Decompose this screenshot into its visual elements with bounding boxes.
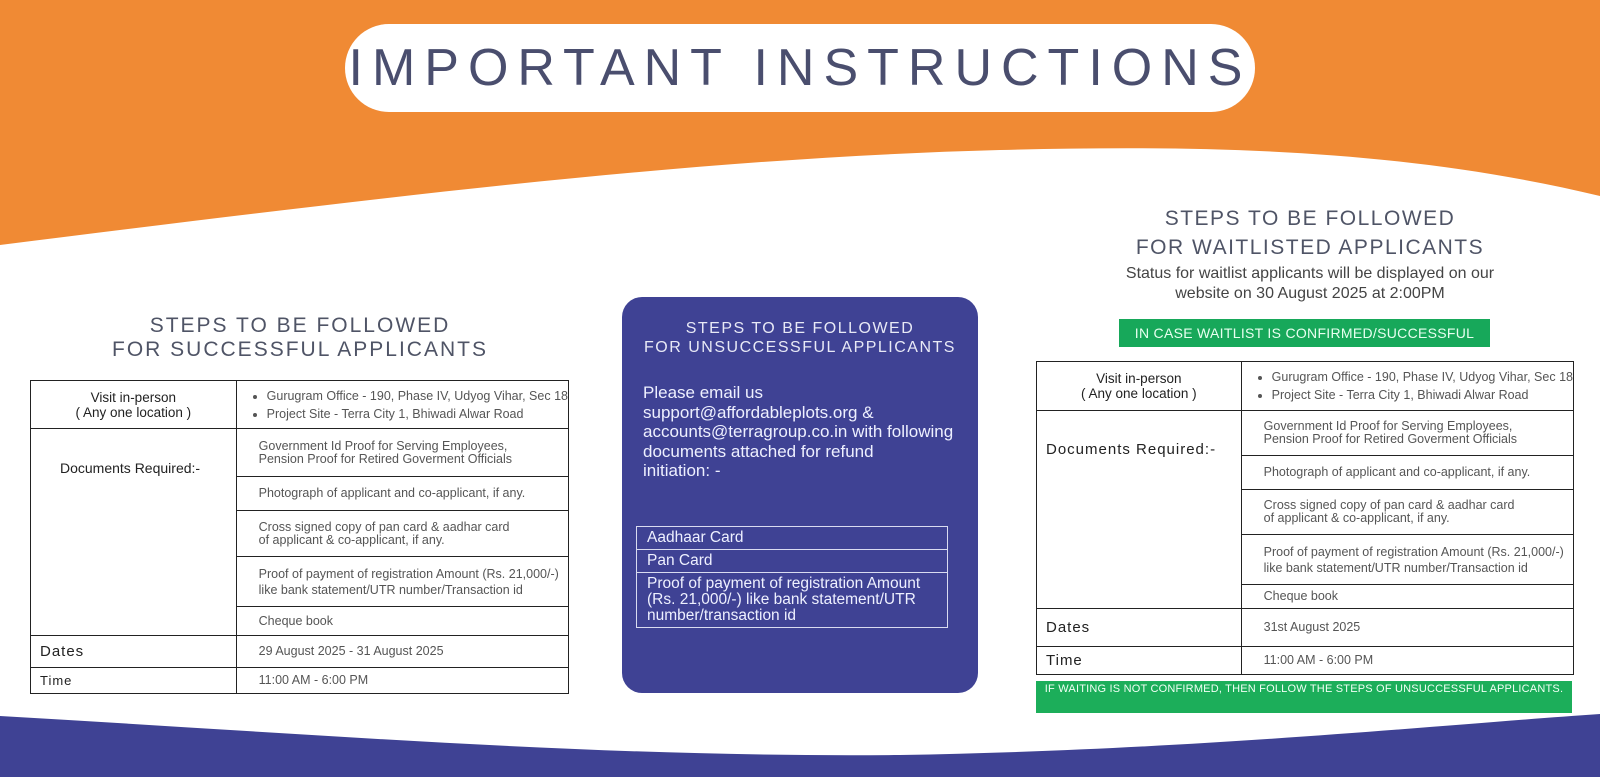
visit-label: Visit in-person [1096,371,1182,386]
doc-row [1241,585,1573,609]
dates-value: 29 August 2025 - 31 August 2025 [258,644,444,658]
unsuccessful-heading-line1: STEPS TO BE FOLLOWED [685,320,915,337]
unsuccessful-heading-line2: FOR UNSUCCESSFUL APPLICANTS [644,339,956,356]
documents-cell [1037,411,1242,609]
footer-line: IF WAITING IS NOT CONFIRMED, THEN FOLLOW THE STEPS OF UNSUCCESSFUL APPLICANTS. [1044,683,1564,695]
time-value: 11:00 AM - 6:00 PM [1263,653,1374,667]
waitlisted-heading-line1: STEPS TO BE FOLLOWED [1164,207,1456,230]
doc-row [236,511,568,557]
navy-bottom-wave [0,714,1600,777]
message-line: accounts@terragroup.co.in with following [643,422,954,441]
refund-doc-line: number/transaction id [647,607,797,624]
message-line: support@affordableplots.org & [643,402,874,422]
refund-doc-line: Proof of payment of registration Amount [647,575,921,592]
doc-text: Government Id Proof for Serving Employees, [258,438,508,453]
message-line: initiation: - [643,461,721,480]
doc-text: Photograph of applicant and co-applicant, if any. [258,486,526,500]
locations-list [1242,368,1573,404]
location-item: • Gurugram Office - 190, Phase IV, Udyog Vihar, Sec 18 [267,387,568,405]
documents-cell [31,429,237,636]
visit-sublabel: ( Any one location ) [75,404,192,420]
visit-cell [1037,362,1242,411]
location-item: • Gurugram Office - 190, Phase IV, Udyog Vihar, Sec 18 [1272,368,1573,386]
doc-text: Pension Proof for Retired Goverment Officials [1263,432,1517,446]
doc-text: Cheque book [1263,589,1339,603]
waitlist-not-confirmed-note [1036,681,1572,713]
refund-doc: Aadhaar Card [637,527,948,550]
unsuccessful-heading [622,319,978,357]
status-line: website on 30 August 2025 at 2:00PM [1175,285,1445,302]
locations-cell [236,381,568,429]
visit-label: Visit in-person [90,389,176,405]
doc-text: Government Id Proof for Serving Employees, [1263,419,1513,433]
doc-text: Proof of payment of registration Amount (Rs. 21,000/-) [1263,544,1564,559]
waitlist-status-note [1060,264,1560,304]
visit-cell [31,381,237,429]
refund-message [643,383,973,481]
doc-text: like bank statement/UTR number/Transaction id [258,582,523,597]
doc-row [1241,535,1573,585]
refund-doc-line: (Rs. 21,000/-) like bank statement/UTR [647,591,916,608]
doc-row [236,607,568,636]
doc-text: Proof of payment of registration Amount (Rs. 21,000/-) [258,566,559,581]
doc-row [236,557,568,607]
successful-heading-line1: STEPS TO BE FOLLOWED [149,314,451,337]
documents-label: Documents Required:- [1046,441,1217,458]
dates-cell [236,636,568,668]
doc-row [1241,411,1573,456]
successful-heading-line2: FOR SUCCESSFUL APPLICANTS [112,338,488,361]
time-cell [236,668,568,694]
doc-text: Cross signed copy of pan card & aadhar card [1263,498,1515,512]
dates-value: 31st August 2025 [1263,620,1361,634]
refund-doc: Pan Card [637,550,948,573]
status-line: Status for waitlist applicants will be displayed on our [1125,265,1495,282]
documents-label: Documents Required:- [60,460,201,476]
doc-text: of applicant & co-applicant, if any. [1263,511,1450,525]
successful-heading [60,314,540,362]
locations-list [237,387,568,423]
page-title: IMPORTANT INSTRUCTIONS [348,39,1252,97]
time-label: Time [1037,647,1242,675]
title-banner [345,24,1255,112]
waitlist-confirmed-badge: IN CASE WAITLIST IS CONFIRMED/SUCCESSFUL [1119,319,1490,347]
doc-row [1241,490,1573,535]
doc-text: Cross signed copy of pan card & aadhar card [258,519,510,534]
doc-row [1241,456,1573,490]
locations-cell [1241,362,1573,411]
time-cell [1241,647,1573,675]
time-value: 11:00 AM - 6:00 PM [258,673,369,687]
doc-row [236,429,568,477]
dates-label: Dates [31,636,237,668]
doc-text: Pension Proof for Retired Goverment Officials [258,451,512,466]
message-line: documents attached for refund [643,441,874,461]
message-line: Please email us [643,383,764,402]
waitlisted-heading-line2: FOR WAITLISTED APPLICANTS [1135,236,1485,259]
location-item: • Project Site - Terra City 1, Bhiwadi Alwar Road [1272,386,1573,404]
waitlisted-table [1036,361,1574,675]
doc-text: of applicant & co-applicant, if any. [258,532,445,547]
doc-text: Cheque book [258,613,334,628]
doc-text: Photograph of applicant and co-applicant, if any. [1263,465,1531,479]
doc-row [236,477,568,511]
doc-text: like bank statement/UTR number/Transaction id [1263,560,1528,575]
dates-cell [1241,609,1573,647]
refund-docs-table [636,526,948,628]
waitlisted-heading [1060,204,1560,262]
refund-doc [637,573,948,628]
unsuccessful-card [622,297,978,693]
time-label: Time [31,668,237,694]
visit-sublabel: ( Any one location ) [1081,386,1197,401]
location-item: • Project Site - Terra City 1, Bhiwadi Alwar Road [267,405,568,423]
successful-table [30,380,569,694]
dates-label: Dates [1037,609,1242,647]
